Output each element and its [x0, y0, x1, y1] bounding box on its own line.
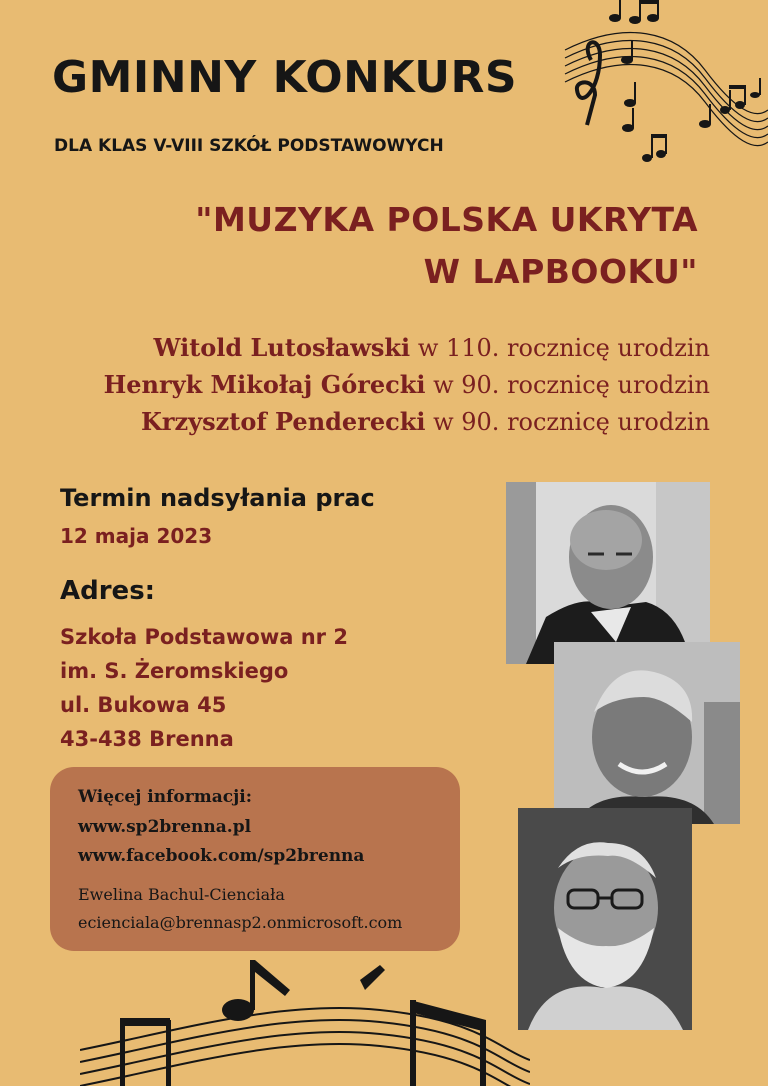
deadline-label: Termin nadsyłania prac [60, 484, 375, 512]
poster-subtitle: DLA KLAS V-VIII SZKÓŁ PODSTAWOWYCH [54, 136, 444, 156]
contact-email[interactable]: ecienciala@brennasp2.onmicrosoft.com [78, 913, 403, 932]
portrait-photo-gorecki [554, 642, 740, 824]
poster-title: GMINNY KONKURS [52, 52, 518, 103]
composer-name: Henryk Mikołaj Górecki [103, 370, 426, 399]
anniversary-gorecki [104, 370, 710, 399]
info-heading: Więcej informacji: [78, 787, 252, 807]
contest-headline-line1: "MUZYKA POLSKA UKRYTA [195, 200, 698, 239]
portrait-photo-penderecki [518, 808, 692, 1030]
music-notes-top-icon [555, 0, 768, 175]
address-line: ul. Bukowa 45 [60, 693, 227, 717]
music-notes-bottom-icon [80, 960, 530, 1086]
contact-name: Ewelina Bachul-Cienciała [78, 885, 285, 904]
website-link[interactable]: www.sp2brenna.pl [78, 817, 252, 837]
address-label: Adres: [60, 576, 156, 606]
anniversary-penderecki [141, 407, 710, 436]
address-line: 43-438 Brenna [60, 727, 234, 751]
composer-name: Krzysztof Penderecki [141, 407, 426, 436]
deadline-date: 12 maja 2023 [60, 524, 213, 548]
anniversary-text: w 90. rocznicę urodzin [425, 371, 710, 399]
facebook-link[interactable]: www.facebook.com/sp2brenna [78, 846, 365, 866]
anniversary-text: w 110. rocznicę urodzin [410, 334, 710, 362]
portrait-photo-lutoslawski [506, 482, 710, 664]
contest-headline-line2: W LAPBOOKU" [423, 252, 698, 291]
composer-name: Witold Lutosławski [153, 333, 411, 362]
anniversary-lutoslawski [154, 333, 710, 362]
address-line: im. S. Żeromskiego [60, 659, 289, 683]
address-line: Szkoła Podstawowa nr 2 [60, 625, 348, 649]
anniversary-text: w 90. rocznicę urodzin [425, 408, 710, 436]
